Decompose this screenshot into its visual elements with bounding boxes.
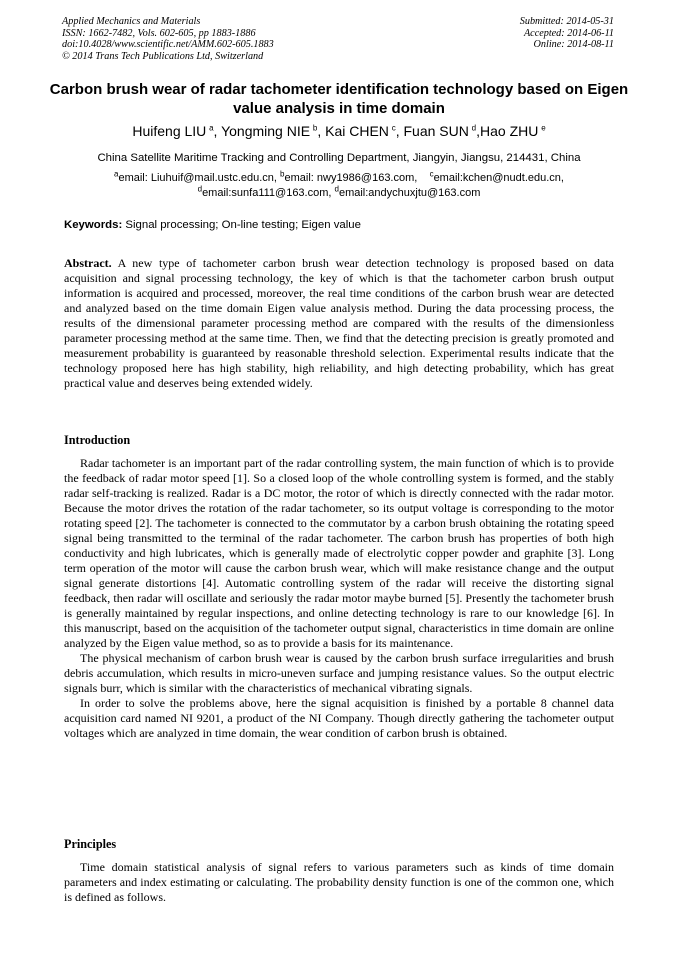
abstract: [64, 256, 614, 391]
principles-body: [64, 860, 614, 905]
journal-issn: ISSN: 1662-7482, Vols. 602-605, pp 1883-1886: [62, 27, 256, 39]
online-date: Online: 2014-08-11: [533, 39, 614, 51]
submitted-date: Submitted: 2014-05-31: [519, 16, 614, 27]
email-line: [40, 171, 638, 186]
keywords-text: Signal processing; On-line testing; Eigen value: [122, 219, 361, 231]
paragraph: Time domain statistical analysis of signal refers to various parameters such as kinds of time domain parameters and index estimating or calculating. The probability density function is one of the common one, which is defined as follows.: [64, 860, 614, 904]
email-mark: d: [334, 183, 339, 193]
author-separator: ,: [213, 123, 222, 139]
accepted-date: Accepted: 2014-06-11: [523, 27, 614, 39]
email-mark: d: [197, 183, 203, 193]
section-heading-principles: Principles: [64, 837, 117, 851]
email-mark: b: [280, 169, 285, 179]
author-affil-mark: a: [209, 123, 214, 133]
author-separator: ,: [317, 123, 326, 139]
affiliation: China Satellite Maritime Tracking and Controlling Department, Jiangyin, Jiangsu, 214431, China: [97, 152, 581, 164]
paragraph: In order to solve the problems above, here the signal acquisition is finished by a portable 8 channel data acquisition card named NI 9201, a product of the NI Company. Though directly gathering the tachometer output voltages which are analyzed in time domain, the wear condition of carbon brush is obtained.: [64, 696, 614, 740]
author-separator: ,: [395, 123, 404, 139]
journal-name: Applied Mechanics and Materials: [62, 16, 201, 27]
keywords-label: Keywords:: [64, 219, 123, 231]
introduction-body: [64, 456, 614, 741]
email-address: email:sunfa111@163.com,: [202, 186, 335, 199]
author-affil-mark: c: [391, 123, 396, 133]
author-name: Huifeng LIU: [132, 123, 207, 139]
email-address: email:kchen@nudt.edu.cn,: [433, 172, 564, 184]
author-name: Fuan SUN: [403, 123, 469, 139]
author-affil-mark: b: [312, 123, 318, 133]
email-mark: c: [429, 169, 434, 179]
journal-info: [62, 16, 274, 62]
author-name: Hao ZHU: [480, 123, 539, 139]
abstract-label: Abstract.: [64, 256, 112, 270]
email-line: [40, 183, 638, 201]
section-heading-introduction: Introduction: [64, 433, 131, 447]
submission-dates: [520, 16, 614, 51]
email-mark: a: [114, 169, 119, 179]
email-list: [40, 171, 638, 200]
journal-doi: doi:10.4028/www.scientific.net/AMM.602-605.1883: [62, 39, 274, 51]
journal-copyright: © 2014 Trans Tech Publications Ltd, Switzerland: [62, 50, 264, 62]
paper-title: Carbon brush wear of radar tachometer identification technology based on Eigen value analysis in time domain: [49, 81, 629, 117]
email-address: email: nwy1986@163.com,: [284, 172, 430, 184]
email-address: email:andychuxjtu@163.com: [338, 186, 481, 199]
author-name: Yongming NIE: [221, 123, 311, 139]
author-list: [40, 123, 638, 140]
author-name: Kai CHEN: [325, 123, 389, 139]
abstract-text: A new type of tachometer carbon brush wear detection technology is proposed based on data acquisition and signal processing technology, the key of which is that the tachometer carbon brush output information is acquired and processed, moreover, the real time conditions of the carbon brush wear are detected and analyzed based on the time domain Eigen value analysis method. During the data processing process, the results of the dimensional parameter processing method are compared with the results of the dimensionless parameter processing method at the same time. Then, we find that the detecting precision is greatly promoted and measurement probability is guaranteed by reasonable threshold selection. Experimental results indicate that the technology proposed here has high stability, high reliability, and high detecting probability, which has great practical value and deserves being extended widely.: [64, 256, 614, 390]
keywords: [64, 218, 616, 232]
author-separator: ,: [476, 123, 481, 139]
paragraph: The physical mechanism of carbon brush wear is caused by the carbon brush surface irregularities and brush debris accumulation, which results in micro-uneven surface and jumping resistance values. So the output electric signals burr, which is similar with the characteristics of mechanical vibrating signals.: [64, 651, 614, 695]
paragraph: Radar tachometer is an important part of the radar controlling system, the main function of which is to provide the feedback of radar motor speed [1]. So a closed loop of the whole controlling system is formed, and the stably radar self-tracking is realized. Radar is a DC motor, the rotor of which is directly connected with the radar motor. Because the motor drives the rotation of the radar tachometer, so its output voltage is corresponding to the motor rotating speed [2]. The tachometer is connected to the commutator by a carbon brush obtaining the rotating speed signal being transmitted to the terminal of the radar tachometer. The carbon brush has properties of both high conductivity and high lubricates, which is generally made of electrolytic copper powder and graphite [3]. Long term operation of the motor will cause the carbon brush wear, which will make resistance change and the output signal generate distortions [4]. Automatic controlling system of the radar will receive the distorting signal feedback, then radar will oscillate and seriously the radar motor maybe burned [5]. Presently the tachometer brush is generally maintained by regular inspections, and online detecting technology is rare to our knowledge [6]. In this manuscript, based on the acquisition of the tachometer output signal, characteristics in time domain are online analyzed by the Eigen value method, so as to provide a basis for its maintenance.: [64, 456, 614, 650]
author-affil-mark: d: [471, 123, 477, 133]
email-address: email: Liuhuif@mail.ustc.edu.cn,: [118, 172, 281, 184]
author-affil-mark: e: [541, 123, 546, 133]
